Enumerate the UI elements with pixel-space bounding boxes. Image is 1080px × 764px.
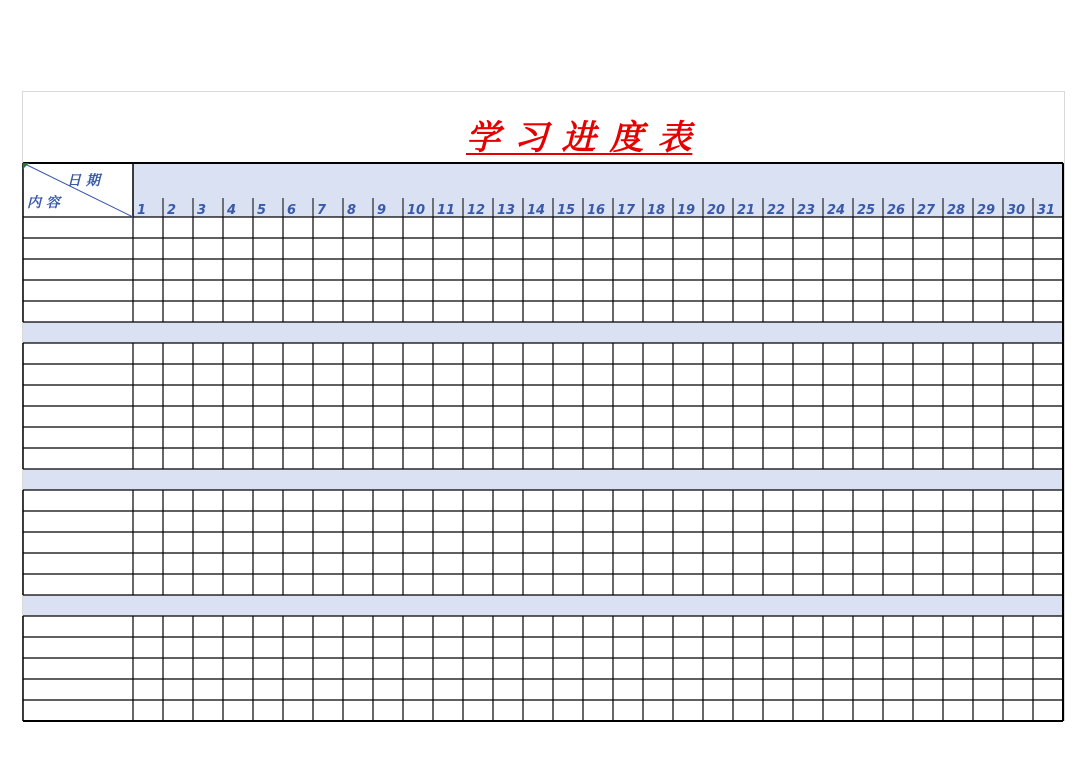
day-number-29: 29 bbox=[977, 203, 996, 218]
day-number-9: 9 bbox=[377, 203, 387, 218]
day-number-22: 22 bbox=[767, 203, 786, 218]
day-number-21: 21 bbox=[737, 203, 756, 218]
section-band bbox=[23, 595, 1063, 616]
day-number-30: 30 bbox=[1007, 203, 1026, 218]
day-number-13: 13 bbox=[497, 203, 516, 218]
day-number-16: 16 bbox=[587, 203, 606, 218]
page-title: 学 习 进 度 表 bbox=[466, 118, 693, 158]
section-band bbox=[23, 469, 1063, 490]
day-number-18: 18 bbox=[647, 203, 666, 218]
day-number-27: 27 bbox=[917, 203, 936, 218]
day-number-6: 6 bbox=[287, 203, 297, 218]
day-number-28: 28 bbox=[947, 203, 966, 218]
day-number-5: 5 bbox=[257, 203, 267, 218]
day-number-17: 17 bbox=[617, 203, 636, 218]
day-number-10: 10 bbox=[407, 203, 426, 218]
day-number-15: 15 bbox=[557, 203, 576, 218]
day-number-4: 4 bbox=[227, 203, 237, 218]
day-number-14: 14 bbox=[527, 203, 546, 218]
day-number-7: 7 bbox=[317, 203, 327, 218]
day-number-8: 8 bbox=[347, 203, 357, 218]
day-number-2: 2 bbox=[167, 203, 177, 218]
day-number-3: 3 bbox=[197, 203, 207, 218]
day-number-23: 23 bbox=[797, 203, 816, 218]
day-number-19: 19 bbox=[677, 203, 696, 218]
day-number-20: 20 bbox=[707, 203, 726, 218]
day-number-12: 12 bbox=[467, 203, 486, 218]
corner-date-label: 日 期 bbox=[67, 173, 100, 189]
day-number-24: 24 bbox=[827, 203, 846, 218]
day-number-25: 25 bbox=[857, 203, 876, 218]
day-number-1: 1 bbox=[137, 203, 147, 218]
section-band bbox=[23, 322, 1063, 343]
day-number-31: 31 bbox=[1037, 203, 1056, 218]
corner-content-label: 内 容 bbox=[27, 195, 60, 211]
day-number-26: 26 bbox=[887, 203, 906, 218]
day-number-11: 11 bbox=[437, 203, 456, 218]
